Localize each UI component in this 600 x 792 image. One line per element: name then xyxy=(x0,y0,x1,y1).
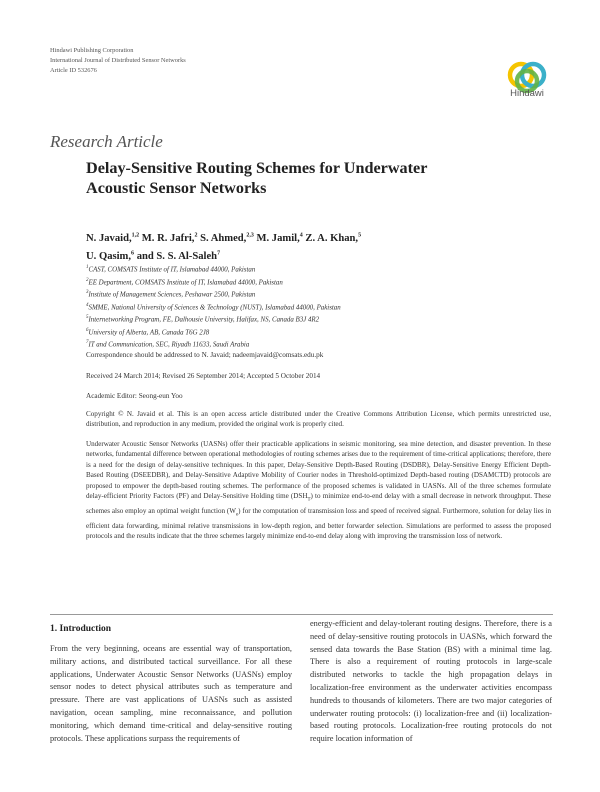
journal-name: International Journal of Distributed Sensor Networks xyxy=(50,57,186,64)
author: and S. S. Al-Saleh$^7$ xyxy=(136,250,221,262)
intro-column-right: energy-efficient and delay-tolerant routing designs. Therefore, there is a need of delay-sensitive routing protocols in UASNs, which forward the sensed data towards the Base Station (BS) with a minimal time lag. There is also a requirement of routing protocols in large-scale distributed networks to tackle the high propagation delays in localization-free environment as the underwater activities encompass hundreds to thousands of kilometers. There are two major categories of underwater routing protocols: (i) localization-free and (ii) localization-based routing protocols. Localization-free routing protocols do not require location information of xyxy=(310,619,552,744)
affiliation: $^6$University of Alberta, AB, Canada T6G 2J8 xyxy=(86,327,210,336)
copyright-notice: Copyright © N. Javaid et al. This is an open access article distributed under the Creative Commons Attribution License, which permits unrestricted use, distribution, and reproduction in any medium, provided the original work is properly cited. xyxy=(86,410,551,429)
abstract: Underwater Acoustic Sensor Networks (UASNs) offer their practicable applications in seismic monitoring, sea mine detection, and disaster prevention. In these networks, fundamental difference between operational methodologies of routing schemes arises due to the requirement of time-critical applications; therefore, there is a need for the design of delay-sensitive techniques. In this paper, Delay-Sensitive Depth-Based Routing (DSDBR), Delay-Sensitive Energy Efficient Depth-Based Routing (DSEEDBR), and Delay-Sensitive Adaptive Mobility of Courier nodes in Threshold-optimized Depth-based routing (DSAMCTD) protocols are proposed to empower the depth-based routing schemes. The performance of the proposed schemes is validated in UASNs. All of the three schemes formulate delay-efficient Priority Factors (PF) and Delay-Sensitive Holding time $(DSH_T)$ to minimize end-to-end delay with a small decrease in network throughput. These schemes also employ an optimal weight function $(W_e)$ for the computation of transmission loss and speed of received signal. Furthermore, solution for delay lies in efficient data forwarding, minimal relative transmissions in low-depth region, and better forwarder selection. Simulations are performed to assess the proposed protocols and the results indicate that the three schemes largely minimize end-to-end delay along with improving the transmission loss of network. xyxy=(86,440,552,541)
article-id: Article ID 532676 xyxy=(50,67,97,74)
intro-column-left: From the very beginning, oceans are essential way of transportation, military actions, and distributed tactical surveillance. For all these applications, Underwater Acoustic Sensor Networks (UASNs) employ sensor nodes to detect physical attributes such as temperature and pressure. There are vast applications of UASNs such as assisted navigation, ocean sampling, mine reconnaissance, and pollution monitoring, which demand time-critical and delay-sensitive routing protocols. These applications surpass the requirements of xyxy=(50,644,292,743)
affiliation: $^1$CAST, COMSATS Institute of IT, Islamabad 44000, Pakistan xyxy=(86,265,256,274)
paper-title xyxy=(86,158,427,198)
title-line-1: Delay-Sensitive Routing Schemes for Underwater xyxy=(86,159,428,177)
publisher-name: Hindawi Publishing Corporation xyxy=(50,47,134,54)
author: M. R. Jafri,$^2$ xyxy=(141,232,198,244)
affiliation: $^4$SMME, National University of Sciences & Technology (NUST), Islamabad 44000, Pakistan xyxy=(86,302,341,311)
title-line-2: Acoustic Sensor Networks xyxy=(86,179,267,197)
author: M. Jamil,$^4$ xyxy=(256,232,303,244)
divider xyxy=(50,614,553,615)
affiliation-list xyxy=(86,263,341,351)
section-title: 1. Introduction xyxy=(50,624,112,634)
affiliation: $^7$IT and Communication, SEC, Riyadh 11633, Saudi Arabia xyxy=(86,340,250,349)
journal-header xyxy=(50,46,186,76)
author: U. Qasim,$^6$ xyxy=(86,250,135,262)
author: Z. A. Khan,$^5$ xyxy=(305,232,362,244)
author-list xyxy=(86,228,416,264)
hindawi-logo-text: Hindawi xyxy=(510,88,544,99)
affiliation: $^3$Institute of Management Sciences, Peshawar 2500, Pakistan xyxy=(86,290,256,299)
academic-editor: Academic Editor: Seong-eun Yoo xyxy=(86,392,183,400)
affiliation: $^5$Internetworking Program, FE, Dalhousie University, Halifax, NS, Canada B3J 4R2 xyxy=(86,315,320,324)
correspondence: Correspondence should be addressed to N. Javaid; nadeemjavaid@comsats.edu.pk xyxy=(86,351,324,359)
author: S. Ahmed,$^{2,3}$ xyxy=(200,232,254,244)
hindawi-logo-icon xyxy=(500,50,554,108)
dates: Received 24 March 2014; Revised 26 September 2014; Accepted 5 October 2014 xyxy=(86,372,321,380)
author: N. Javaid,$^{1,2}$ xyxy=(86,232,140,244)
affiliation: $^2$EE Department, COMSATS Institute of IT, Islamabad 44000, Pakistan xyxy=(86,277,283,286)
article-type: Research Article xyxy=(50,132,163,151)
